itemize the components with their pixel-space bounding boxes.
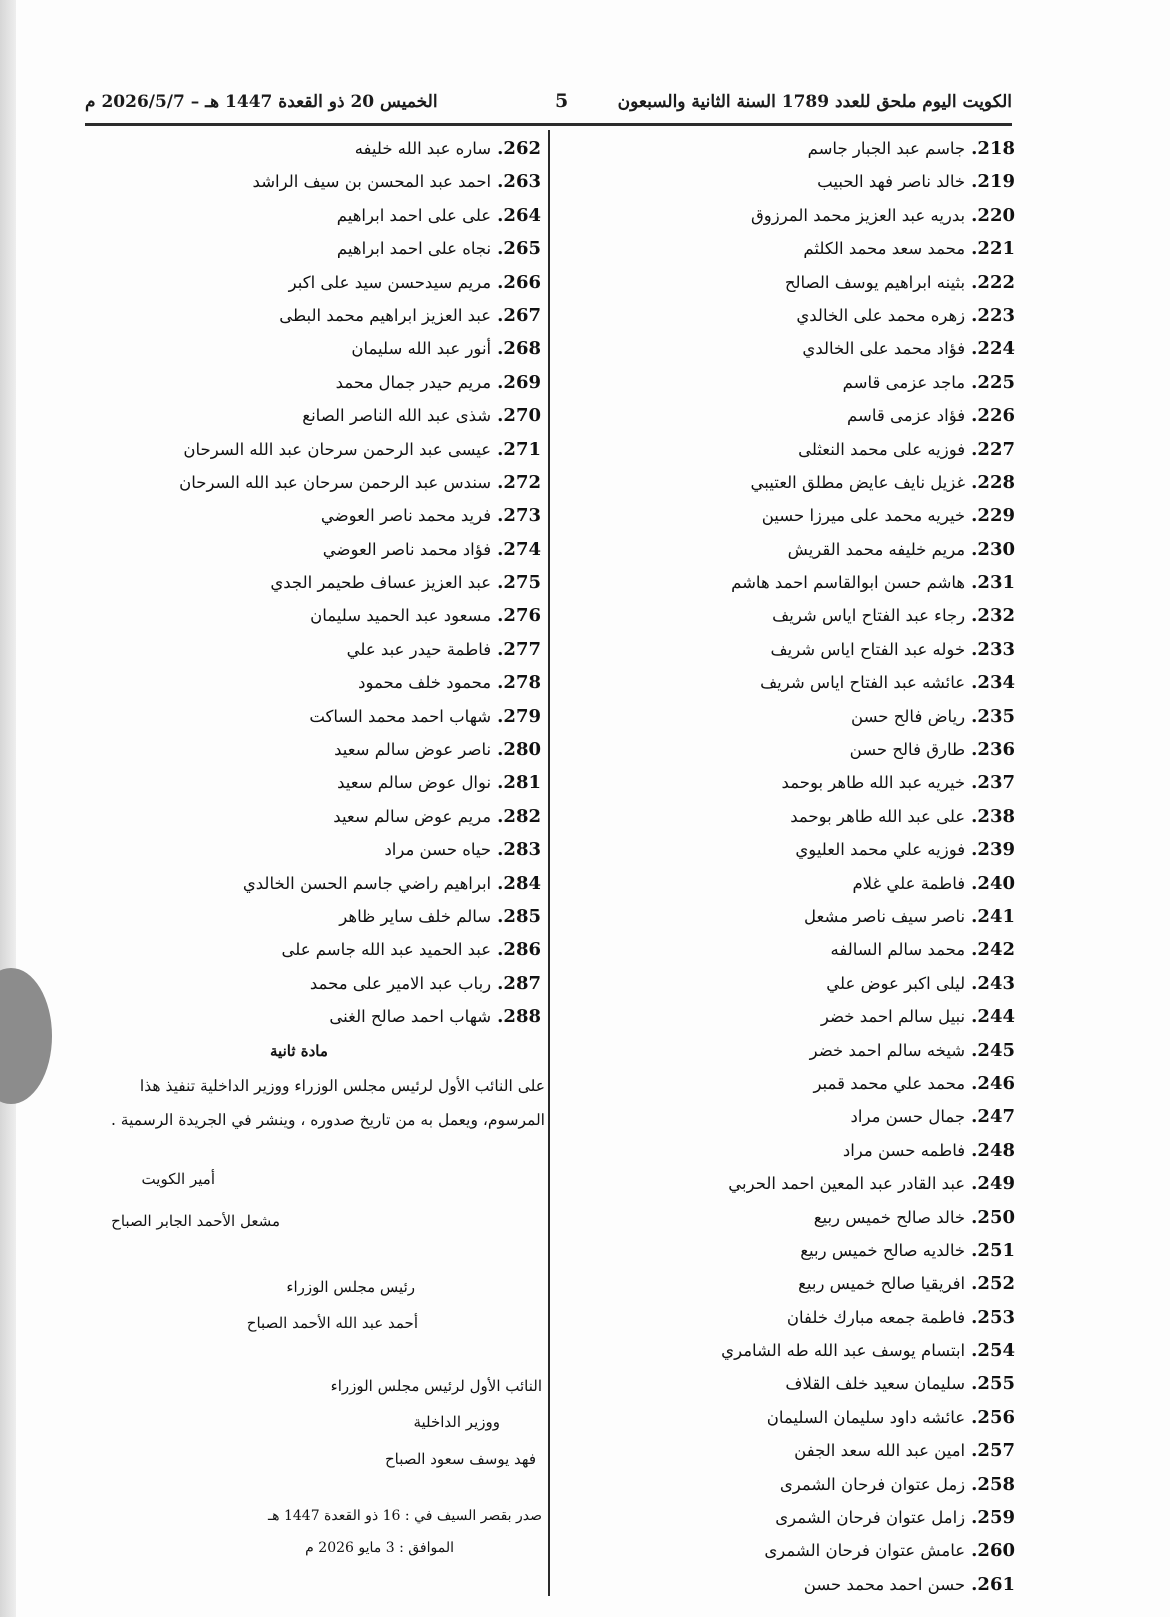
person-name: عبد القادر عبد المعين احمد الحربي (728, 1174, 966, 1194)
item-number: 272. (497, 471, 541, 493)
list-item (80, 566, 541, 599)
person-name: خالد صالح خميس ربيع (813, 1207, 966, 1227)
names-column-left (80, 132, 541, 1034)
issued-gregorian: الموافق : 3 مايو 2026 م (305, 1540, 454, 1556)
person-name: بثينه ابراهيم يوسف الصالح (784, 272, 966, 292)
item-number: 269. (497, 371, 541, 393)
item-number: 273. (497, 505, 541, 527)
list-item (560, 933, 1015, 966)
person-name: ناصر عوض سالم سعيد (334, 740, 492, 760)
person-name: خيريه محمد على ميرزا حسين (761, 506, 966, 526)
item-number: 280. (497, 739, 541, 761)
list-item (80, 833, 541, 866)
item-number: 275. (497, 572, 541, 594)
person-name: مسعود عبد الحميد سليمان (310, 606, 492, 626)
item-number: 223. (971, 304, 1015, 326)
list-item (560, 900, 1015, 933)
item-number: 244. (971, 1006, 1015, 1028)
list-item (560, 1000, 1015, 1033)
person-name: خالد ناصر فهد الحبيب (817, 172, 966, 192)
list-item (560, 599, 1015, 632)
item-number: 225. (971, 371, 1015, 393)
person-name: فؤاد محمد على الخالدي (802, 339, 966, 359)
deputy-name: فهد يوسف سعود الصباح (384, 1450, 536, 1468)
list-item (80, 466, 541, 499)
list-item (80, 132, 541, 165)
item-number: 262. (497, 138, 541, 159)
person-name: بدريه عبد العزيز محمد المرزوق (750, 205, 966, 225)
person-name: مريم عوض سالم سعيد (333, 806, 492, 826)
list-item (560, 533, 1015, 566)
person-name: زمل عتوان فرحان الشمرى (779, 1474, 966, 1494)
names-column-right (560, 132, 1015, 1601)
list-item (560, 433, 1015, 466)
person-name: فاطمه حسن مراد (842, 1140, 966, 1160)
item-number: 252. (971, 1273, 1015, 1295)
emir-name: مشعل الأحمد الجابر الصباح (111, 1212, 280, 1230)
person-name: شهاب احمد صالح الغنى (329, 1007, 492, 1027)
list-item (560, 1034, 1015, 1067)
list-item (80, 366, 541, 399)
list-item (560, 1568, 1015, 1601)
item-number: 231. (971, 572, 1015, 594)
item-number: 281. (497, 772, 541, 794)
person-name: عامش عتوان فرحان الشمرى (764, 1541, 966, 1561)
item-number: 285. (497, 905, 541, 927)
item-number: 235. (971, 705, 1015, 727)
item-number: 242. (971, 939, 1015, 961)
list-item (560, 666, 1015, 699)
article-line-2: المرسوم، ويعمل به من تاريخ صدوره ، وينشر في الجريدة الرسمية . (110, 1111, 545, 1129)
list-item (560, 833, 1015, 866)
pm-name: أحمد عبد الله الأحمد الصباح (246, 1314, 418, 1332)
item-number: 219. (971, 171, 1015, 193)
item-number: 243. (971, 972, 1015, 994)
item-number: 230. (971, 538, 1015, 560)
item-number: 258. (971, 1473, 1015, 1495)
list-item (560, 1301, 1015, 1334)
header-issue: الكويت اليوم ملحق للعدد 1789 السنة الثانية والسبعون (617, 92, 1012, 112)
list-item (560, 967, 1015, 1000)
list-item (560, 566, 1015, 599)
person-name: رياض فالح حسن (851, 706, 966, 726)
item-number: 228. (971, 471, 1015, 493)
person-name: جمال حسن مراد (850, 1107, 966, 1127)
person-name: ليلى اكبر عوض علي (826, 973, 966, 993)
item-number: 288. (497, 1006, 541, 1028)
person-name: عائشه داود سليمان السليمان (766, 1407, 966, 1427)
person-name: شذى عبد الله الناصر الصانع (302, 406, 492, 426)
item-number: 236. (971, 739, 1015, 761)
list-item (560, 1100, 1015, 1133)
person-name: رباب عبد الامير على محمد (309, 973, 492, 993)
person-name: فاطمة حيدر عبد علي (346, 639, 492, 659)
list-item (560, 1401, 1015, 1434)
item-number: 286. (497, 939, 541, 961)
item-number: 232. (971, 605, 1015, 627)
list-item (80, 633, 541, 666)
list-item (560, 1367, 1015, 1400)
person-name: حسن احمد محمد حسن (803, 1574, 966, 1594)
person-name: خالديه صالح خميس ربيع (800, 1240, 966, 1260)
item-number: 226. (971, 405, 1015, 427)
person-name: رجاء عبد الفتاح اياس شريف (772, 606, 966, 626)
item-number: 234. (971, 672, 1015, 694)
item-number: 256. (971, 1406, 1015, 1428)
person-name: فاطمة جمعه مبارك خلفان (786, 1307, 966, 1327)
item-number: 248. (971, 1139, 1015, 1161)
list-item (560, 1234, 1015, 1267)
list-item (560, 1434, 1015, 1467)
item-number: 241. (971, 905, 1015, 927)
item-number: 222. (971, 271, 1015, 293)
person-name: فؤاد محمد ناصر العوضي (322, 539, 492, 559)
list-item (80, 165, 541, 198)
person-name: أنور عبد الله سليمان (351, 339, 492, 359)
person-name: زامل عتوان فرحان الشمرى (775, 1508, 966, 1528)
person-name: عيسى عبد الرحمن سرحان عبد الله السرحان (183, 439, 492, 459)
page-header (85, 86, 1012, 122)
article-line-1: على النائب الأول لرئيس مجلس الوزراء ووزير الداخلية تنفيذ هذا (139, 1077, 545, 1095)
person-name: شيخه سالم احمد خضر (809, 1040, 966, 1060)
list-item (560, 1334, 1015, 1367)
person-name: افريقيا صالح خميس ربيع (798, 1274, 966, 1294)
list-item (560, 299, 1015, 332)
issued-hijri: صدر بقصر السيف في : 16 ذو القعدة 1447 هـ (268, 1508, 542, 1524)
person-name: امين عبد الله سعد الجفن (794, 1441, 966, 1461)
list-item (80, 1000, 541, 1033)
list-item (80, 499, 541, 532)
item-number: 264. (497, 204, 541, 226)
deputy-title-1: النائب الأول لرئيس مجلس الوزراء (330, 1377, 542, 1395)
item-number: 267. (497, 304, 541, 326)
item-number: 277. (497, 638, 541, 660)
list-item (560, 867, 1015, 900)
list-item (560, 700, 1015, 733)
person-name: مريم سيدحسن سيد على اكبر (288, 272, 492, 292)
person-name: زهره محمد على الخالدي (796, 305, 966, 325)
person-name: مريم حيدر جمال محمد (335, 372, 492, 392)
list-item (80, 766, 541, 799)
item-number: 253. (971, 1306, 1015, 1328)
list-item (560, 266, 1015, 299)
item-number: 265. (497, 238, 541, 260)
list-item (560, 132, 1015, 165)
person-name: فاطمة علي غلام (852, 873, 966, 893)
list-item (560, 499, 1015, 532)
list-item (80, 299, 541, 332)
item-number: 274. (497, 538, 541, 560)
page-shadow (0, 0, 16, 1617)
person-name: نوال عوض سالم سعيد (337, 773, 492, 793)
list-item (560, 800, 1015, 833)
person-name: ساره عبد الله خليفه (354, 139, 492, 158)
list-item (80, 733, 541, 766)
list-item (560, 633, 1015, 666)
person-name: جاسم عبد الجبار جاسم (807, 139, 966, 158)
item-number: 266. (497, 271, 541, 293)
emir-title: أمير الكويت (141, 1170, 215, 1188)
item-number: 268. (497, 338, 541, 360)
list-item (560, 766, 1015, 799)
list-item (560, 1134, 1015, 1167)
list-item (80, 399, 541, 432)
list-item (80, 433, 541, 466)
list-item (560, 1201, 1015, 1234)
list-item (560, 399, 1015, 432)
item-number: 261. (971, 1573, 1015, 1595)
person-name: عائشه عبد الفتاح اياس شريف (760, 673, 966, 693)
list-item (80, 666, 541, 699)
person-name: حياه حسن مراد (384, 840, 492, 860)
list-item (560, 1167, 1015, 1200)
item-number: 254. (971, 1340, 1015, 1362)
person-name: طارق فالح حسن (849, 740, 966, 760)
header-date: الخميس 20 ذو القعدة 1447 هـ – 2026/5/7 م (85, 92, 438, 112)
item-number: 233. (971, 638, 1015, 660)
item-number: 270. (497, 405, 541, 427)
item-number: 259. (971, 1507, 1015, 1529)
item-number: 246. (971, 1072, 1015, 1094)
person-name: على عبد الله طاهر بوحمد (790, 806, 966, 826)
person-name: عبد العزيز ابراهيم محمد البطى (279, 305, 492, 325)
person-name: محمد سالم السالفه (830, 940, 966, 960)
person-name: عبد العزيز عساف طحيمر الجدي (270, 573, 492, 593)
item-number: 260. (971, 1540, 1015, 1562)
list-item (80, 266, 541, 299)
person-name: فريد محمد ناصر العوضي (320, 506, 492, 526)
list-item (560, 1067, 1015, 1100)
item-number: 229. (971, 505, 1015, 527)
person-name: هاشم حسن ابوالقاسم احمد هاشم (731, 573, 966, 593)
item-number: 279. (497, 705, 541, 727)
list-item (80, 599, 541, 632)
item-number: 271. (497, 438, 541, 460)
list-item (80, 700, 541, 733)
list-item (560, 199, 1015, 232)
item-number: 239. (971, 839, 1015, 861)
person-name: نجاه على احمد ابراهيم (336, 239, 492, 259)
item-number: 237. (971, 772, 1015, 794)
list-item (80, 933, 541, 966)
list-item (80, 332, 541, 365)
item-number: 245. (971, 1039, 1015, 1061)
item-number: 251. (971, 1239, 1015, 1261)
item-number: 218. (971, 138, 1015, 159)
page-number: 5 (555, 90, 569, 112)
list-item (560, 466, 1015, 499)
person-name: فؤاد عزمى قاسم (847, 406, 966, 426)
person-name: خوله عبد الفتاح اياس شريف (770, 639, 966, 659)
item-number: 283. (497, 839, 541, 861)
item-number: 240. (971, 872, 1015, 894)
deputy-title-2: ووزير الداخلية (413, 1413, 500, 1431)
list-item (80, 967, 541, 1000)
item-number: 287. (497, 972, 541, 994)
person-name: ناصر سيف ناصر مشعل (804, 906, 966, 926)
item-number: 249. (971, 1173, 1015, 1195)
article-heading: مادة ثانية (270, 1042, 328, 1060)
item-number: 224. (971, 338, 1015, 360)
list-item (560, 1534, 1015, 1567)
list-item (80, 199, 541, 232)
person-name: احمد عبد المحسن بن سيف الراشد (252, 172, 492, 192)
item-number: 276. (497, 605, 541, 627)
person-name: سندس عبد الرحمن سرحان عبد الله السرحان (179, 472, 492, 492)
item-number: 250. (971, 1206, 1015, 1228)
person-name: ابراهيم راضي جاسم الحسن الخالدي (242, 873, 492, 893)
header-rule (85, 123, 1012, 126)
list-item (560, 165, 1015, 198)
list-item (560, 332, 1015, 365)
person-name: عبد الحميد عبد الله جاسم على (281, 940, 492, 960)
item-number: 238. (971, 805, 1015, 827)
list-item (80, 533, 541, 566)
item-number: 282. (497, 805, 541, 827)
pm-title: رئيس مجلس الوزراء (286, 1278, 415, 1296)
item-number: 257. (971, 1440, 1015, 1462)
list-item (80, 900, 541, 933)
person-name: فوزيه علي محمد العليوي (795, 840, 966, 860)
person-name: سليمان سعيد خلف القلاف (785, 1374, 966, 1394)
item-number: 255. (971, 1373, 1015, 1395)
list-item (80, 232, 541, 265)
item-number: 284. (497, 872, 541, 894)
item-number: 263. (497, 171, 541, 193)
person-name: محمود خلف محمود (358, 673, 492, 693)
list-item (80, 800, 541, 833)
item-number: 247. (971, 1106, 1015, 1128)
list-item (560, 1468, 1015, 1501)
list-item (560, 232, 1015, 265)
item-number: 227. (971, 438, 1015, 460)
person-name: مريم خليفه محمد القريش (787, 539, 966, 559)
person-name: محمد علي محمد قمبر (813, 1073, 966, 1093)
list-item (560, 733, 1015, 766)
person-name: خيريه عبد الله طاهر بوحمد (781, 773, 966, 793)
list-item (560, 1267, 1015, 1300)
list-item (560, 366, 1015, 399)
person-name: غزيل نايف عايض مطلق العتيبي (750, 472, 966, 492)
item-number: 220. (971, 204, 1015, 226)
person-name: على على احمد ابراهيم (336, 205, 492, 225)
list-item (80, 867, 541, 900)
person-name: ابتسام يوسف عبد الله طه الشامري (721, 1341, 966, 1361)
person-name: فوزيه على محمد النعثلى (798, 439, 966, 459)
person-name: شهاب احمد محمد الساكت (309, 706, 492, 726)
person-name: ماجد عزمى قاسم (842, 372, 966, 392)
person-name: نبيل سالم احمد خضر (820, 1007, 966, 1027)
column-divider (548, 130, 550, 1596)
item-number: 278. (497, 672, 541, 694)
list-item (560, 1501, 1015, 1534)
item-number: 221. (971, 238, 1015, 260)
person-name: سالم خلف ساير ظاهر (339, 906, 492, 926)
person-name: محمد سعد محمد الكلثم (803, 239, 966, 259)
